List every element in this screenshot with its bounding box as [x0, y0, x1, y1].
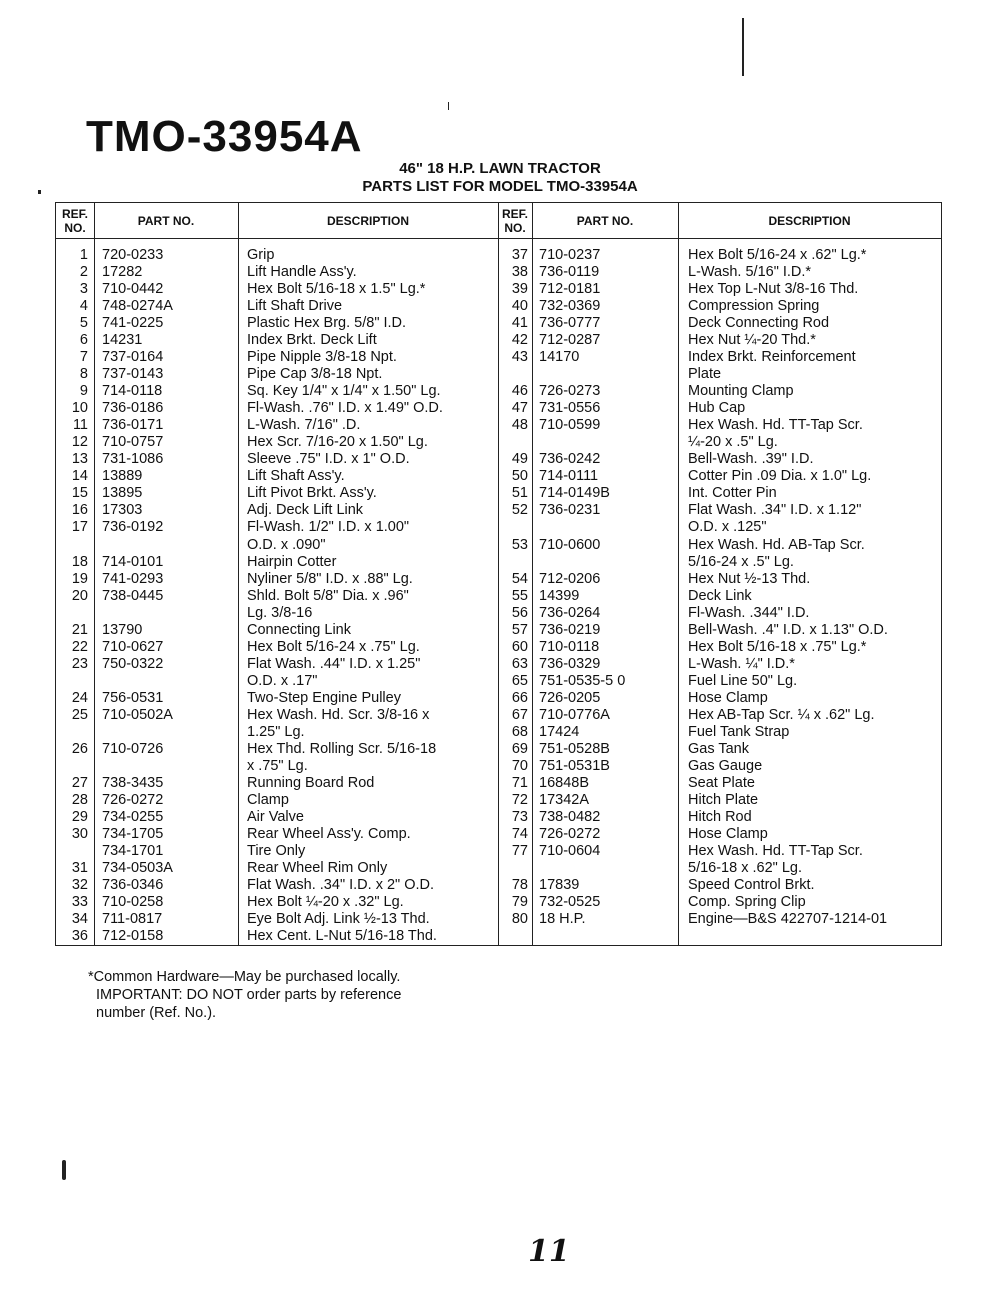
ref-cell: 41 — [511, 315, 528, 332]
description-cell: Sleeve .75" I.D. x 1" O.D. — [247, 451, 410, 468]
table-row — [56, 860, 941, 877]
ref-cell: 16 — [71, 502, 88, 519]
ref-cell: 52 — [511, 502, 528, 519]
footnote — [88, 968, 401, 1022]
description-cell: L-Wash. 5/16" I.D.* — [688, 264, 812, 281]
description-cell: Rear Wheel Ass'y. Comp. — [247, 826, 411, 843]
document-subtitle-2: PARTS LIST FOR MODEL TMO-33954A — [362, 178, 638, 195]
part-number-cell: 714-0111 — [539, 468, 599, 485]
table-row — [56, 502, 941, 519]
description-cell: Index Brkt. Deck Lift — [247, 332, 377, 349]
table-row — [56, 571, 941, 588]
table-row — [56, 383, 941, 400]
table-row — [56, 417, 941, 434]
description-cell: Hex Top L-Nut 3/8-16 Thd. — [688, 281, 859, 298]
ref-cell: 8 — [79, 366, 88, 383]
ref-cell: 73 — [511, 808, 528, 825]
part-number-cell: 736-0171 — [102, 417, 164, 434]
part-number-cell: 726-0273 — [539, 383, 601, 400]
part-number-cell: 736-0186 — [102, 400, 164, 417]
part-number-cell: 720-0233 — [102, 247, 164, 263]
ref-cell: 53 — [511, 536, 528, 553]
part-number-cell: 751-0528B — [539, 740, 610, 757]
ref-cell: 48 — [511, 417, 528, 434]
description-cell: Speed Control Brkt. — [688, 877, 815, 894]
part-number-cell: 736-0242 — [539, 451, 601, 468]
description-cell: Lift Shaft Drive — [247, 298, 343, 315]
part-number-cell: 756-0531 — [102, 689, 164, 706]
ref-cell: 2 — [79, 264, 88, 281]
ref-cell: 71 — [511, 774, 528, 791]
ref-cell: 63 — [511, 655, 528, 672]
ref-cell: 40 — [511, 298, 528, 315]
part-number-cell: 14231 — [102, 332, 143, 349]
ref-cell: 19 — [71, 570, 88, 587]
ref-cell: 57 — [511, 621, 528, 638]
ref-cell: 47 — [511, 400, 528, 417]
description-cell: Hex Scr. 7/16-20 x 1.50" Lg. — [247, 434, 428, 451]
part-number-cell: 710-0502A — [102, 706, 173, 723]
part-number-cell: 741-0225 — [102, 315, 164, 332]
ref-cell: 4 — [79, 298, 88, 315]
description-cell: Lift Handle Ass'y. — [247, 264, 357, 281]
ref-cell: 25 — [71, 706, 88, 723]
description-cell: Flat Wash. .44" I.D. x 1.25" — [247, 655, 421, 672]
description-cell: Lift Pivot Brkt. Ass'y. — [247, 485, 377, 502]
ref-cell: 24 — [71, 689, 88, 706]
ref-cell: 65 — [511, 672, 528, 689]
part-number-cell: 731-1086 — [102, 451, 164, 468]
ref-cell: 11 — [72, 417, 88, 434]
ref-cell: 72 — [511, 791, 528, 808]
description-cell: Two-Step Engine Pulley — [247, 689, 401, 706]
description-cell: Compression Spring — [688, 298, 820, 315]
model-title: TMO-33954A — [86, 112, 363, 161]
table-row — [56, 247, 941, 264]
part-number-cell: 710-0599 — [539, 417, 601, 434]
part-number-cell: 710-0258 — [102, 894, 164, 911]
ref-cell: 1 — [79, 247, 88, 263]
page-number: 11 — [528, 1234, 570, 1269]
table-row — [56, 894, 941, 911]
part-number-cell: 710-0757 — [102, 434, 164, 451]
table-row — [56, 775, 941, 792]
description-cell: Hose Clamp — [688, 689, 768, 706]
description-cell: Hex Wash. Hd. Scr. 3/8-16 x — [247, 706, 430, 723]
description-cell: Engine—B&S 422707-1214-01 — [688, 911, 888, 928]
description-cell: Air Valve — [247, 808, 304, 825]
table-row — [56, 485, 941, 502]
part-number-cell: 714-0101 — [102, 553, 164, 570]
description-cell: Deck Link — [688, 587, 752, 604]
ref-cell: 74 — [511, 826, 528, 843]
ref-cell: 14 — [71, 468, 88, 485]
description-cell: 5/16-18 x .62" Lg. — [688, 860, 802, 877]
ref-cell: 67 — [511, 706, 528, 723]
ref-cell: 56 — [511, 604, 528, 621]
part-number-cell: 734-1705 — [102, 826, 164, 843]
description-cell: O.D. x .090" — [247, 536, 326, 553]
ref-cell: 33 — [71, 894, 88, 911]
ref-cell: 12 — [71, 434, 88, 451]
description-cell: Bell-Wash. .39" I.D. — [688, 451, 814, 468]
description-cell: Plate — [688, 366, 722, 383]
part-number-cell: 13895 — [102, 485, 143, 502]
part-number-cell: 710-0776A — [539, 706, 610, 723]
document-subtitle: 46" 18 H.P. LAWN TRACTOR — [399, 160, 601, 177]
ref-cell: 66 — [511, 689, 528, 706]
part-number-cell: 13889 — [102, 468, 143, 485]
description-cell: Hose Clamp — [688, 826, 768, 843]
part-number-cell: 731-0556 — [539, 400, 601, 417]
description-cell: Hex Nut ¼-20 Thd.* — [688, 332, 816, 349]
description-cell: Plastic Hex Brg. 5/8" I.D. — [247, 315, 407, 332]
part-number-cell: 710-0600 — [539, 536, 601, 553]
part-number-cell: 710-0442 — [102, 281, 164, 298]
description-cell: Rear Wheel Rim Only — [247, 860, 388, 877]
col-header-ref-2: REF. NO. — [498, 203, 532, 239]
part-number-cell: 710-0604 — [539, 843, 601, 860]
part-number-cell: 737-0164 — [102, 349, 164, 366]
part-number-cell: 712-0181 — [539, 281, 601, 298]
ref-cell: 3 — [79, 281, 88, 298]
description-cell: Bell-Wash. .4" I.D. x 1.13" O.D. — [688, 621, 888, 638]
part-number-cell: 710-0237 — [539, 247, 601, 263]
table-row — [56, 690, 941, 707]
part-number-cell: 712-0206 — [539, 570, 601, 587]
ref-cell: 46 — [511, 383, 528, 400]
description-cell: Int. Cotter Pin — [688, 485, 777, 502]
part-number-cell: 750-0322 — [102, 655, 164, 672]
table-row — [56, 349, 941, 366]
description-cell: Cotter Pin .09 Dia. x 1.0" Lg. — [688, 468, 872, 485]
table-row — [56, 366, 941, 383]
description-cell: Shld. Bolt 5/8" Dia. x .96" — [247, 587, 409, 604]
col-header-ref: REF. NO. — [56, 203, 94, 239]
description-cell: Fl-Wash. .344" I.D. — [688, 604, 810, 621]
description-cell: Hitch Rod — [688, 808, 752, 825]
part-number-cell: 736-0264 — [539, 604, 601, 621]
description-cell: Adj. Deck Lift Link — [247, 502, 364, 519]
description-cell: Seat Plate — [688, 774, 755, 791]
description-cell: Lift Shaft Ass'y. — [247, 468, 345, 485]
description-cell: Comp. Spring Clip — [688, 894, 806, 911]
part-number-cell: 14399 — [539, 587, 580, 604]
ref-cell: 37 — [511, 247, 528, 263]
ref-cell: 7 — [79, 349, 88, 366]
part-number-cell: 710-0726 — [102, 740, 164, 757]
part-number-cell: 738-3435 — [102, 774, 164, 791]
table-row — [56, 707, 941, 724]
description-cell: 1.25" Lg. — [247, 723, 305, 740]
table-row — [56, 298, 941, 315]
description-cell: Flat Wash. .34" I.D. x 2" O.D. — [247, 877, 435, 894]
ref-cell: 28 — [71, 791, 88, 808]
description-cell: Hex Bolt 5/16-18 x .75" Lg.* — [688, 638, 867, 655]
part-number-cell: 732-0525 — [539, 894, 601, 911]
description-cell: Lg. 3/8-16 — [247, 604, 313, 621]
part-number-cell: 738-0482 — [539, 808, 601, 825]
description-cell: Pipe Cap 3/8-18 Npt. — [247, 366, 383, 383]
part-number-cell: 736-0777 — [539, 315, 601, 332]
ref-cell: 13 — [71, 451, 88, 468]
description-cell: Hex Bolt 5/16-24 x .75" Lg. — [247, 638, 420, 655]
table-row — [56, 622, 941, 639]
description-cell: Grip — [247, 247, 275, 263]
part-number-cell: 14170 — [539, 349, 580, 366]
description-cell: Hex Wash. Hd. TT-Tap Scr. — [688, 843, 863, 860]
description-cell: Running Board Rod — [247, 774, 375, 791]
part-number-cell: 734-0255 — [102, 808, 164, 825]
ref-cell: 15 — [71, 485, 88, 502]
ref-cell: 23 — [71, 655, 88, 672]
description-cell: Hex Bolt 5/16-24 x .62" Lg.* — [688, 247, 867, 263]
part-number-cell: 748-0274A — [102, 298, 173, 315]
part-number-cell: 726-0205 — [539, 689, 601, 706]
ref-cell: 38 — [511, 264, 528, 281]
description-cell: Deck Connecting Rod — [688, 315, 830, 332]
ref-cell: 50 — [511, 468, 528, 485]
ref-cell: 77 — [511, 843, 528, 860]
table-row — [56, 451, 941, 468]
ref-cell: 26 — [71, 740, 88, 757]
table-row — [56, 519, 941, 536]
part-number-cell: 751-0535-5 0 — [539, 672, 626, 689]
table-row — [56, 911, 941, 928]
description-cell: Flat Wash. .34" I.D. x 1.12" — [688, 502, 862, 519]
description-cell: Mounting Clamp — [688, 383, 794, 400]
ref-cell: 30 — [71, 826, 88, 843]
description-cell: L-Wash. ¼" I.D.* — [688, 655, 795, 672]
part-number-cell: 736-0219 — [539, 621, 601, 638]
description-cell: Hitch Plate — [688, 791, 759, 808]
description-cell: Eye Bolt Adj. Link ½-13 Thd. — [247, 911, 430, 928]
ref-cell: 20 — [71, 587, 88, 604]
description-cell: O.D. x .17" — [247, 672, 318, 689]
table-row — [56, 724, 941, 741]
ref-cell: 21 — [71, 621, 88, 638]
table-row — [56, 554, 941, 571]
description-cell: Hex Thd. Rolling Scr. 5/16-18 — [247, 740, 437, 757]
part-number-cell: 712-0158 — [102, 928, 164, 945]
part-number-cell: 711-0817 — [102, 911, 163, 928]
description-cell: Clamp — [247, 791, 289, 808]
description-cell: Index Brkt. Reinforcement — [688, 349, 856, 366]
part-number-cell: 734-0503A — [102, 860, 173, 877]
ref-cell: 60 — [511, 638, 528, 655]
table-row — [56, 639, 941, 656]
description-cell: Connecting Link — [247, 621, 351, 638]
ref-cell: 39 — [511, 281, 528, 298]
part-number-cell: 13790 — [102, 621, 143, 638]
part-number-cell: 17424 — [539, 723, 580, 740]
ref-cell: 5 — [79, 315, 88, 332]
description-cell: Pipe Nipple 3/8-18 Npt. — [247, 349, 397, 366]
description-cell: Hex Bolt ¼-20 x .32" Lg. — [247, 894, 404, 911]
description-cell: Hex Wash. Hd. TT-Tap Scr. — [688, 417, 863, 434]
description-cell: Hub Cap — [688, 400, 746, 417]
part-number-cell: 737-0143 — [102, 366, 164, 383]
part-number-cell: 738-0445 — [102, 587, 164, 604]
ref-cell: 80 — [511, 911, 528, 928]
table-row — [56, 741, 941, 758]
part-number-cell: 736-0329 — [539, 655, 601, 672]
ref-cell: 17 — [71, 519, 88, 536]
part-number-cell: 726-0272 — [102, 791, 164, 808]
description-cell: Tire Only — [247, 843, 306, 860]
scan-mark — [62, 1160, 66, 1180]
description-cell: Sq. Key 1/4" x 1/4" x 1.50" Lg. — [247, 383, 441, 400]
part-number-cell: 734-1701 — [102, 843, 164, 860]
description-cell: Fl-Wash. 1/2" I.D. x 1.00" — [247, 519, 410, 536]
scan-mark — [742, 18, 744, 76]
part-number-cell: 736-0119 — [539, 264, 600, 281]
description-cell: Fl-Wash. .76" I.D. x 1.49" O.D. — [247, 400, 443, 417]
table-row — [56, 758, 941, 775]
footnote-line: *Common Hardware—May be purchased locally. — [88, 969, 401, 985]
ref-cell: 42 — [511, 332, 528, 349]
ref-cell: 55 — [511, 587, 528, 604]
table-row — [56, 332, 941, 349]
description-cell: Hairpin Cotter — [247, 553, 337, 570]
footnote-line: number (Ref. No.). — [96, 1005, 217, 1021]
description-cell: x .75" Lg. — [247, 757, 308, 774]
col-header-part: PART NO. — [94, 203, 238, 239]
part-number-cell: 17839 — [539, 877, 580, 894]
ref-cell: 27 — [71, 774, 88, 791]
table-row — [56, 826, 941, 843]
description-cell: Hex Nut ½-13 Thd. — [688, 570, 811, 587]
description-cell: Fuel Tank Strap — [688, 723, 790, 740]
table-row — [56, 928, 941, 945]
part-number-cell: 17342A — [539, 791, 589, 808]
ref-cell: 10 — [71, 400, 88, 417]
ref-cell: 34 — [71, 911, 88, 928]
part-number-cell: 736-0192 — [102, 519, 164, 536]
description-cell: Gas Tank — [688, 740, 749, 757]
part-number-cell: 710-0627 — [102, 638, 164, 655]
description-cell: Hex Wash. Hd. AB-Tap Scr. — [688, 536, 865, 553]
table-row — [56, 281, 941, 298]
part-number-cell: 710-0118 — [539, 638, 600, 655]
table-row — [56, 809, 941, 826]
description-cell: O.D. x .125" — [688, 519, 767, 536]
description-cell: Hex AB-Tap Scr. ¼ x .62" Lg. — [688, 706, 875, 723]
ref-cell: 36 — [71, 928, 88, 945]
ref-cell: 6 — [79, 332, 88, 349]
footnote-line: IMPORTANT: DO NOT order parts by reference — [96, 987, 402, 1003]
ref-cell: 54 — [511, 570, 528, 587]
ref-cell: 32 — [71, 877, 88, 894]
description-cell: Fuel Line 50" Lg. — [688, 672, 798, 689]
ref-cell: 29 — [71, 808, 88, 825]
description-cell: Hex Cent. L-Nut 5/16-18 Thd. — [247, 928, 437, 945]
part-number-cell: 726-0272 — [539, 826, 601, 843]
table-row — [56, 792, 941, 809]
table-row — [56, 656, 941, 673]
table-row — [56, 588, 941, 605]
table-row — [56, 400, 941, 417]
description-cell: 5/16-24 x .5" Lg. — [688, 553, 794, 570]
part-number-cell: 714-0149B — [539, 485, 610, 502]
ref-cell: 79 — [511, 894, 528, 911]
part-number-cell: 736-0231 — [539, 502, 601, 519]
col-header-description-2: DESCRIPTION — [678, 203, 941, 239]
table-row — [56, 315, 941, 332]
ref-cell: 43 — [511, 349, 528, 366]
col-header-part-2: PART NO. — [532, 203, 678, 239]
part-number-cell: 714-0118 — [102, 383, 163, 400]
table-row — [56, 434, 941, 451]
ref-cell: 31 — [71, 860, 88, 877]
part-number-cell: 751-0531B — [539, 757, 610, 774]
table-row — [56, 264, 941, 281]
part-number-cell: 17282 — [102, 264, 143, 281]
table-row — [56, 673, 941, 690]
part-number-cell: 18 H.P. — [539, 911, 586, 928]
ref-cell: 78 — [511, 877, 528, 894]
ref-cell: 49 — [511, 451, 528, 468]
table-row — [56, 605, 941, 622]
ref-cell: 51 — [511, 485, 528, 502]
table-row — [56, 468, 941, 485]
ref-cell: 9 — [79, 383, 88, 400]
ref-cell: 22 — [71, 638, 88, 655]
table-row — [56, 877, 941, 894]
part-number-cell: 17303 — [102, 502, 143, 519]
part-number-cell: 741-0293 — [102, 570, 164, 587]
part-number-cell: 732-0369 — [539, 298, 601, 315]
part-number-cell: 712-0287 — [539, 332, 601, 349]
ref-cell: 69 — [511, 740, 528, 757]
description-cell: Nyliner 5/8" I.D. x .88" Lg. — [247, 570, 413, 587]
parts-table — [55, 202, 942, 946]
table-row — [56, 843, 941, 860]
table-row — [56, 537, 941, 554]
ref-cell: 70 — [511, 757, 528, 774]
description-cell: Gas Gauge — [688, 757, 763, 774]
description-cell: L-Wash. 7/16" .D. — [247, 417, 361, 434]
part-number-cell: 736-0346 — [102, 877, 164, 894]
ref-cell: 68 — [511, 723, 528, 740]
description-cell: ¼-20 x .5" Lg. — [688, 434, 778, 451]
part-number-cell: 16848B — [539, 774, 589, 791]
col-header-description: DESCRIPTION — [238, 203, 498, 239]
scan-mark — [448, 102, 449, 110]
ref-cell: 18 — [71, 553, 88, 570]
description-cell: Hex Bolt 5/16-18 x 1.5" Lg.* — [247, 281, 426, 298]
